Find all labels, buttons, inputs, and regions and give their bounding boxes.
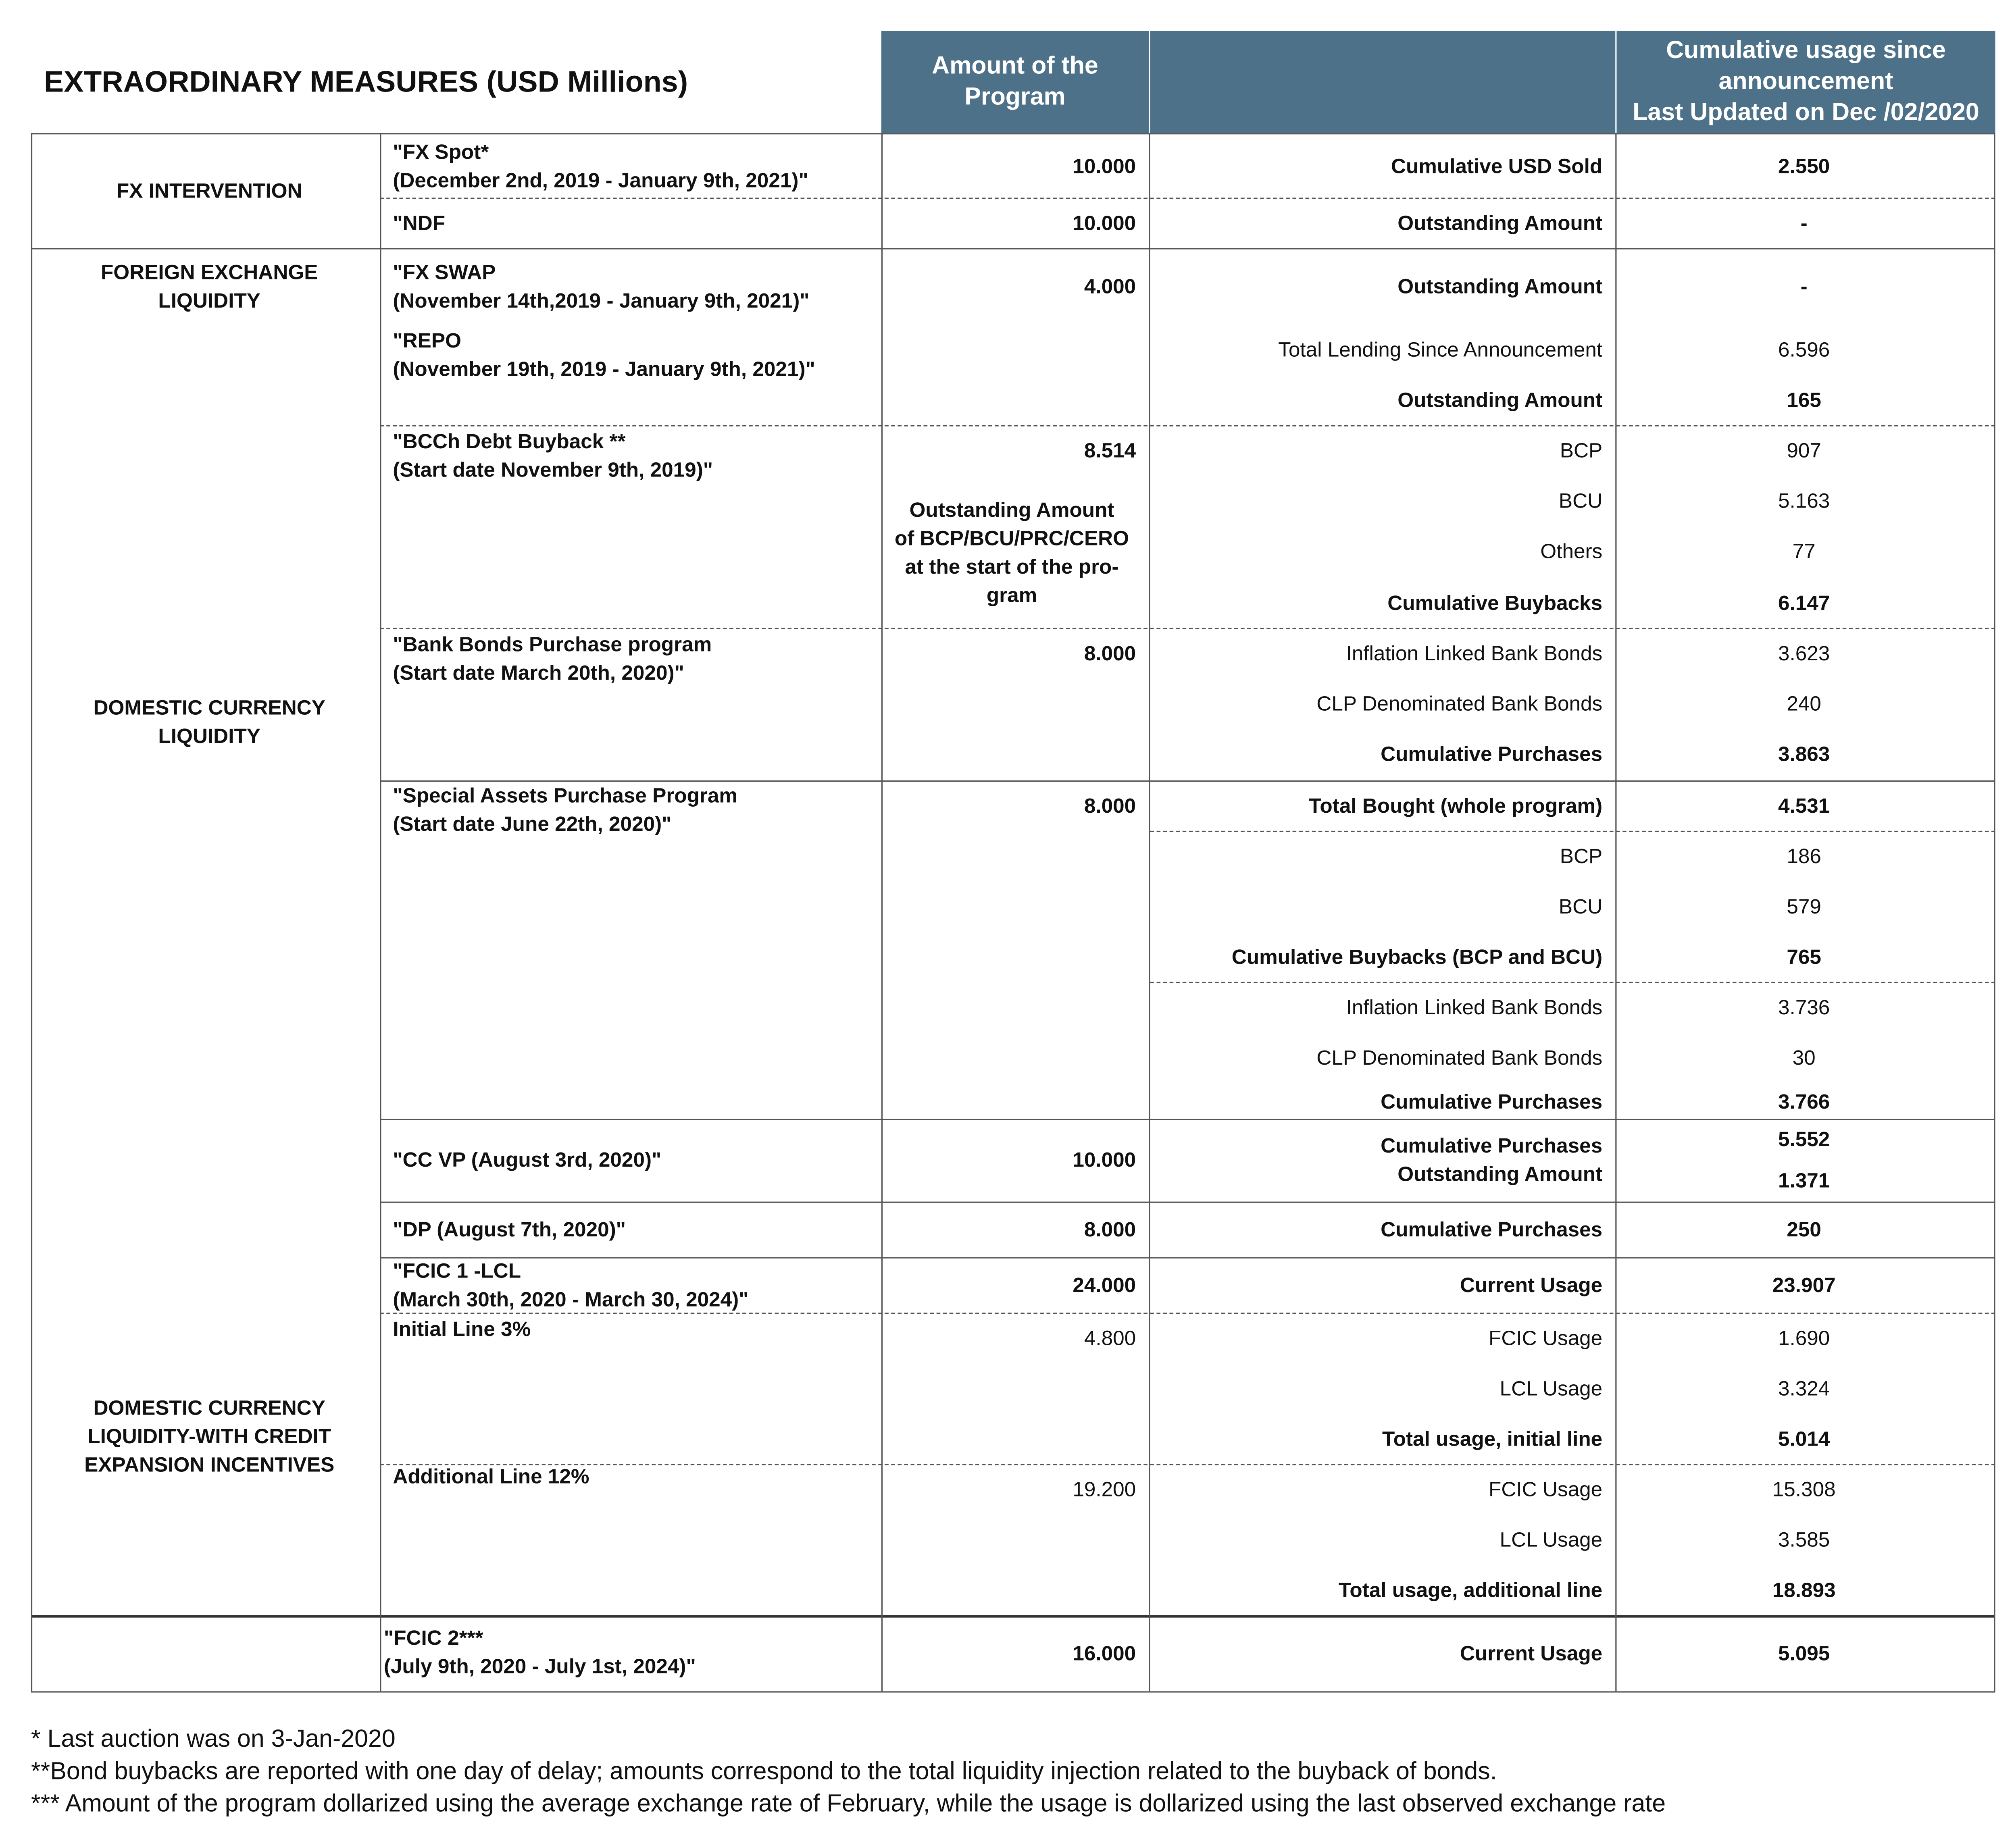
grid-line bbox=[1615, 133, 1616, 1691]
header-amount-label: Amount of the Program bbox=[932, 52, 1098, 111]
grid-line bbox=[1149, 133, 1150, 1691]
usage-value: 165 bbox=[1787, 390, 1821, 412]
usage-label: Cumulative USD Sold bbox=[1391, 156, 1603, 179]
usage-value: 3.585 bbox=[1778, 1529, 1830, 1552]
usage-label: Total usage, initial line bbox=[1382, 1429, 1603, 1451]
usage-label: Inflation Linked Bank Bonds bbox=[1346, 997, 1603, 1020]
usage-value: - bbox=[1800, 213, 1808, 235]
usage-label: CLP Denominated Bank Bonds bbox=[1316, 1048, 1603, 1070]
usage-label: BCP bbox=[1560, 440, 1603, 463]
category-credit-line3: EXPANSION INCENTIVES bbox=[84, 1454, 335, 1477]
amount-bcch-note-line3: at the start of the pro- bbox=[905, 557, 1119, 579]
category-fx-liquidity-line1: FOREIGN EXCHANGE bbox=[100, 262, 318, 285]
usage-value: 23.907 bbox=[1772, 1275, 1836, 1297]
footnote: *** Amount of the program dollarized using the average exchange rate of February, while the usage is dollarized using the last observed exchange rate bbox=[31, 1791, 1666, 1818]
program-fcic2-line2: (July 9th, 2020 - July 1st, 2024)" bbox=[383, 1656, 696, 1679]
usage-label: Total Bought (whole program) bbox=[1308, 796, 1603, 818]
usage-value: 2.550 bbox=[1778, 156, 1830, 179]
category-domestic-line2: LIQUIDITY bbox=[158, 726, 260, 748]
amount-fcic1: 24.000 bbox=[1073, 1275, 1136, 1297]
usage-value: 5.014 bbox=[1778, 1429, 1830, 1451]
page-title: EXTRAORDINARY MEASURES (USD Millions) bbox=[44, 65, 688, 98]
usage-value: 186 bbox=[1787, 846, 1821, 868]
amount-special: 8.000 bbox=[1084, 796, 1136, 818]
usage-value: 15.308 bbox=[1772, 1479, 1836, 1502]
usage-value: 6.596 bbox=[1778, 339, 1830, 362]
usage-value: 579 bbox=[1787, 897, 1821, 919]
usage-label: Cumulative Buybacks bbox=[1387, 593, 1603, 615]
usage-value: 6.147 bbox=[1778, 593, 1830, 615]
grid-line bbox=[380, 780, 1995, 782]
usage-value: 907 bbox=[1787, 440, 1821, 463]
program-ccvp: "CC VP (August 3rd, 2020)" bbox=[393, 1150, 662, 1172]
header-cumulative-line3: Last Updated on Dec /02/2020 bbox=[1633, 99, 1979, 126]
usage-label: Cumulative Purchases bbox=[1381, 1136, 1603, 1158]
program-initial-line: Initial Line 3% bbox=[393, 1319, 531, 1341]
category-fx-liquidity-line2: LIQUIDITY bbox=[158, 291, 260, 313]
usage-label: BCU bbox=[1558, 897, 1603, 919]
amount-bcch: 8.514 bbox=[1084, 440, 1136, 463]
usage-label: Cumulative Buybacks (BCP and BCU) bbox=[1231, 947, 1603, 969]
header-cumulative bbox=[1616, 31, 1995, 133]
dashed-line bbox=[1150, 982, 1995, 983]
header-cumulative-line1: Cumulative usage since bbox=[1666, 37, 1946, 64]
amount-fcic2: 16.000 bbox=[1073, 1643, 1136, 1666]
usage-value: 765 bbox=[1787, 947, 1821, 969]
usage-label: CLP Denominated Bank Bonds bbox=[1316, 694, 1603, 716]
amount-fx-swap: 4.000 bbox=[1084, 276, 1136, 299]
usage-value: 5.163 bbox=[1778, 491, 1830, 513]
program-fcic1-line1: "FCIC 1 -LCL bbox=[393, 1261, 521, 1283]
usage-value: 18.893 bbox=[1772, 1580, 1836, 1602]
footnote: **Bond buybacks are reported with one day of delay; amounts correspond to the total liquidity injection related to the buyback of bonds. bbox=[31, 1758, 1497, 1786]
usage-label: Current Usage bbox=[1460, 1275, 1603, 1297]
usage-value: 240 bbox=[1787, 694, 1821, 716]
usage-label: Total usage, additional line bbox=[1338, 1580, 1603, 1602]
usage-label: Others bbox=[1540, 541, 1603, 564]
program-additional-line: Additional Line 12% bbox=[393, 1466, 589, 1489]
usage-value: 3.736 bbox=[1778, 997, 1830, 1020]
usage-label: Inflation Linked Bank Bonds bbox=[1346, 643, 1603, 666]
usage-label: BCP bbox=[1560, 846, 1603, 868]
program-fx-spot-line1: "FX Spot* bbox=[393, 142, 489, 164]
usage-label: Outstanding Amount bbox=[1397, 390, 1603, 412]
program-fx-swap-line2: (November 14th,2019 - January 9th, 2021)" bbox=[393, 291, 810, 313]
program-bank-line2: (Start date March 20th, 2020)" bbox=[393, 663, 684, 685]
program-special-line2: (Start date June 22th, 2020)" bbox=[393, 814, 672, 836]
program-repo-line1: "REPO bbox=[393, 331, 461, 353]
program-fcic2-line1: "FCIC 2*** bbox=[383, 1628, 483, 1650]
header-blank bbox=[1150, 31, 1615, 133]
usage-value: 1.690 bbox=[1778, 1328, 1830, 1350]
usage-label: FCIC Usage bbox=[1489, 1479, 1603, 1502]
program-fcic1-line2: (March 30th, 2020 - March 30, 2024)" bbox=[393, 1289, 749, 1312]
grid-line bbox=[881, 133, 883, 1691]
amount-bank: 8.000 bbox=[1084, 643, 1136, 666]
program-fx-spot-line2: (December 2nd, 2019 - January 9th, 2021)" bbox=[393, 171, 808, 193]
amount-bcch-note-line2: of BCP/BCU/PRC/CERO bbox=[894, 528, 1129, 551]
usage-value: 250 bbox=[1787, 1219, 1821, 1242]
category-credit-line2: LIQUIDITY-WITH CREDIT bbox=[87, 1426, 331, 1448]
program-repo-line2: (November 19th, 2019 - January 9th, 2021)" bbox=[393, 359, 815, 381]
grid-line bbox=[380, 133, 381, 1691]
usage-label: Cumulative Purchases bbox=[1381, 1219, 1603, 1242]
grid-line bbox=[31, 1615, 1995, 1617]
grid-line bbox=[380, 1119, 1995, 1120]
program-fx-swap-line1: "FX SWAP bbox=[393, 262, 496, 285]
amount-fx-spot: 10.000 bbox=[1073, 156, 1136, 179]
amount-additional: 19.200 bbox=[1073, 1479, 1136, 1502]
program-dp: "DP (August 7th, 2020)" bbox=[393, 1219, 626, 1242]
usage-label: Current Usage bbox=[1460, 1643, 1603, 1666]
usage-label: BCU bbox=[1558, 491, 1603, 513]
program-ndf: "NDF bbox=[393, 213, 446, 235]
program-bcch-line1: "BCCh Debt Buyback ** bbox=[393, 431, 626, 454]
grid-line bbox=[1994, 133, 1995, 1691]
amount-ndf: 10.000 bbox=[1073, 213, 1136, 235]
usage-value: 3.863 bbox=[1778, 744, 1830, 766]
grid-line bbox=[31, 1691, 1995, 1692]
usage-value: 77 bbox=[1792, 541, 1816, 564]
grid-line bbox=[380, 1257, 1995, 1258]
category-domestic-line1: DOMESTIC CURRENCY bbox=[93, 697, 325, 720]
amount-dp: 8.000 bbox=[1084, 1219, 1136, 1242]
usage-label: Cumulative Purchases bbox=[1381, 1092, 1603, 1114]
amount-initial: 4.800 bbox=[1084, 1328, 1136, 1350]
usage-value: 3.766 bbox=[1778, 1092, 1830, 1114]
usage-value: 4.531 bbox=[1778, 796, 1830, 818]
header-cumulative-line2: announcement bbox=[1718, 68, 1893, 95]
program-bcch-line2: (Start date November 9th, 2019)" bbox=[393, 460, 713, 482]
grid-line bbox=[31, 133, 1995, 134]
category-credit-line1: DOMESTIC CURRENCY bbox=[93, 1398, 325, 1420]
header-amount bbox=[881, 31, 1149, 133]
usage-label: Outstanding Amount bbox=[1397, 276, 1603, 299]
usage-value: 30 bbox=[1792, 1048, 1816, 1070]
category-fx-intervention: FX INTERVENTION bbox=[116, 181, 302, 203]
grid-line bbox=[31, 133, 32, 1691]
usage-label: Outstanding Amount bbox=[1397, 1164, 1603, 1186]
usage-value: - bbox=[1800, 276, 1808, 299]
usage-label: LCL Usage bbox=[1500, 1529, 1603, 1552]
usage-label: Total Lending Since Announcement bbox=[1278, 339, 1603, 362]
usage-value: 5.552 bbox=[1778, 1129, 1830, 1151]
usage-value: 3.324 bbox=[1778, 1378, 1830, 1401]
usage-value: 1.371 bbox=[1778, 1170, 1830, 1193]
amount-ccvp: 10.000 bbox=[1073, 1150, 1136, 1172]
amount-bcch-note-line1: Outstanding Amount bbox=[909, 500, 1114, 522]
program-special-line1: "Special Assets Purchase Program bbox=[393, 785, 738, 808]
usage-label: Outstanding Amount bbox=[1397, 213, 1603, 235]
grid-line bbox=[31, 248, 1995, 249]
program-bank-line1: "Bank Bonds Purchase program bbox=[393, 634, 712, 657]
usage-value: 5.095 bbox=[1778, 1643, 1830, 1666]
footnote: * Last auction was on 3-Jan-2020 bbox=[31, 1726, 396, 1754]
dashed-line bbox=[380, 425, 1995, 426]
amount-bcch-note-line4: gram bbox=[986, 585, 1037, 608]
dashed-line bbox=[1150, 831, 1995, 832]
dashed-line bbox=[380, 1464, 1995, 1465]
usage-value: 3.623 bbox=[1778, 643, 1830, 666]
dashed-line bbox=[380, 628, 1995, 629]
grid-line bbox=[380, 1202, 1995, 1203]
usage-label: LCL Usage bbox=[1500, 1378, 1603, 1401]
usage-label: FCIC Usage bbox=[1489, 1328, 1603, 1350]
usage-label: Cumulative Purchases bbox=[1381, 744, 1603, 766]
dashed-line bbox=[380, 198, 1995, 199]
